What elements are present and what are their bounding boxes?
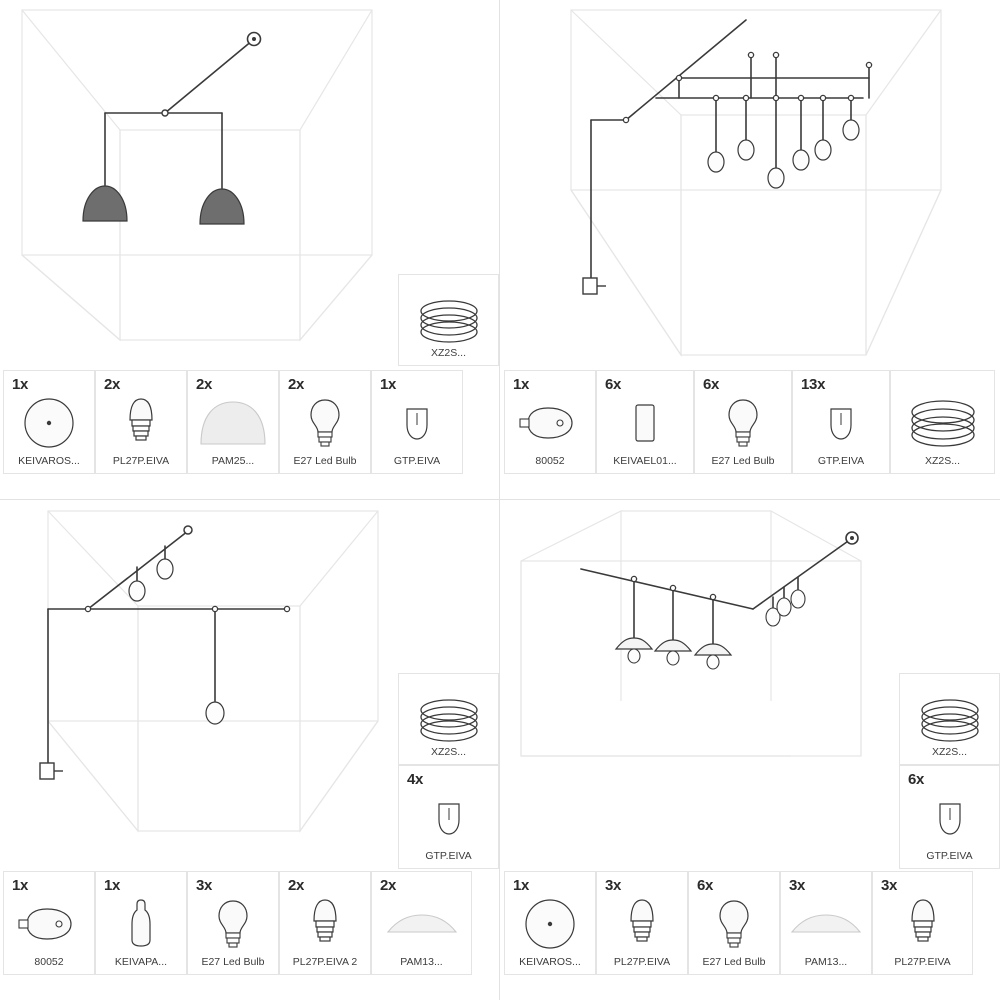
cable-coil-icon xyxy=(399,301,498,341)
item-label: GTP.EIVA xyxy=(425,850,472,862)
vertical-divider xyxy=(499,0,500,1000)
horizontal-divider xyxy=(0,499,1000,500)
quadrant-top-right xyxy=(501,0,1000,499)
item-qty: 13x xyxy=(801,376,826,393)
item-card[interactable] xyxy=(3,871,95,975)
plug-icon xyxy=(505,397,595,449)
lamp-holder-icon xyxy=(597,898,687,950)
quadrant-bottom-right xyxy=(501,501,1000,1000)
item-qty: 1x xyxy=(104,877,121,894)
item-card[interactable] xyxy=(694,370,792,474)
side-cards-bottom-left xyxy=(398,673,499,869)
cable-coil-icon xyxy=(900,700,999,740)
item-card[interactable] xyxy=(504,370,596,474)
item-qty: 2x xyxy=(196,376,213,393)
item-qty: 3x xyxy=(605,877,622,894)
item-label: XZ2S... xyxy=(924,455,960,467)
item-qty: 2x xyxy=(104,376,121,393)
item-card[interactable] xyxy=(398,765,499,869)
item-label: KEIVAROS... xyxy=(519,956,581,968)
item-label: PL27P.EIVA xyxy=(112,455,170,467)
item-qty: 3x xyxy=(881,877,898,894)
item-qty: 1x xyxy=(513,877,530,894)
bulb-icon xyxy=(695,397,791,449)
rectangular-module-icon xyxy=(597,397,693,449)
bulb-icon xyxy=(280,397,370,449)
item-label: PL27P.EIVA xyxy=(894,956,951,968)
cable-clamp-icon xyxy=(793,397,889,449)
cable-clamp-icon xyxy=(900,792,999,844)
item-label: PAM13... xyxy=(804,956,848,968)
item-label: E27 Led Bulb xyxy=(293,455,357,467)
plug-icon xyxy=(4,898,94,950)
item-card[interactable] xyxy=(688,871,780,975)
item-label: GTP.EIVA xyxy=(393,455,441,467)
item-card[interactable] xyxy=(899,673,1000,765)
item-qty: 1x xyxy=(12,376,29,393)
item-label: PL27P.EIVA 2 xyxy=(292,956,358,968)
item-card[interactable] xyxy=(596,370,694,474)
wall-rose-icon xyxy=(96,898,186,950)
item-card[interactable] xyxy=(95,370,187,474)
cards-bottom-left xyxy=(3,871,472,975)
item-card[interactable] xyxy=(187,871,279,975)
item-qty: 4x xyxy=(407,771,424,788)
item-card[interactable] xyxy=(596,871,688,975)
item-label: 80052 xyxy=(535,455,565,467)
dome-shade-icon xyxy=(188,397,278,449)
flat-shade-icon xyxy=(781,898,871,950)
item-qty: 6x xyxy=(908,771,925,788)
cable-coil-icon xyxy=(399,700,498,740)
item-card[interactable] xyxy=(279,871,371,975)
item-card[interactable] xyxy=(872,871,973,975)
item-label: KEIVAROS... xyxy=(18,455,80,467)
lamp-holder-icon xyxy=(96,397,186,449)
cards-bottom-right xyxy=(504,871,973,975)
item-label: PAM13... xyxy=(400,956,443,968)
item-card[interactable] xyxy=(371,871,472,975)
bulb-icon xyxy=(689,898,779,950)
cards-top-left xyxy=(3,370,463,474)
item-label: XZ2S... xyxy=(430,347,466,359)
cards-top-right xyxy=(504,370,995,474)
item-qty: 6x xyxy=(703,376,720,393)
cable-clamp-icon xyxy=(399,792,498,844)
item-card[interactable] xyxy=(899,765,1000,869)
item-card[interactable] xyxy=(504,871,596,975)
cable-coil-icon xyxy=(891,397,994,449)
item-qty: 3x xyxy=(196,877,213,894)
item-qty: 6x xyxy=(697,877,714,894)
rose-ceiling-icon xyxy=(4,397,94,449)
item-qty: 1x xyxy=(12,877,29,894)
rose-ceiling-icon xyxy=(505,898,595,950)
cable-clamp-icon xyxy=(372,397,462,449)
item-label: E27 Led Bulb xyxy=(201,956,265,968)
flat-shade-icon xyxy=(372,898,471,950)
item-qty: 2x xyxy=(380,877,397,894)
item-qty: 1x xyxy=(513,376,530,393)
side-cards-bottom-right xyxy=(899,673,1000,869)
lamp-holder-icon xyxy=(280,898,370,950)
item-qty: 2x xyxy=(288,877,305,894)
item-card[interactable] xyxy=(398,274,499,366)
item-label: PAM25... xyxy=(211,455,255,467)
item-label: XZ2S... xyxy=(430,746,466,758)
item-qty: 3x xyxy=(789,877,806,894)
item-label: KEIVAEL01... xyxy=(613,455,677,467)
item-card[interactable] xyxy=(780,871,872,975)
item-label: GTP.EIVA xyxy=(817,455,865,467)
item-card[interactable] xyxy=(95,871,187,975)
lamp-holder-icon xyxy=(873,898,972,950)
item-label: KEIVAPA... xyxy=(114,956,168,968)
item-label: 80052 xyxy=(34,956,64,968)
item-card[interactable] xyxy=(371,370,463,474)
item-label: PL27P.EIVA xyxy=(613,956,671,968)
quadrant-bottom-left xyxy=(0,501,499,1000)
item-qty: 1x xyxy=(380,376,397,393)
item-card[interactable] xyxy=(279,370,371,474)
item-label: GTP.EIVA xyxy=(926,850,973,862)
item-card[interactable] xyxy=(398,673,499,765)
item-qty: 2x xyxy=(288,376,305,393)
item-card[interactable] xyxy=(187,370,279,474)
item-label: E27 Led Bulb xyxy=(702,956,766,968)
side-cards-top-left xyxy=(398,274,499,366)
item-card[interactable] xyxy=(792,370,890,474)
item-card[interactable] xyxy=(890,370,995,474)
item-label: XZ2S... xyxy=(931,746,967,758)
item-label: E27 Led Bulb xyxy=(711,455,775,467)
bulb-icon xyxy=(188,898,278,950)
item-card[interactable] xyxy=(3,370,95,474)
item-qty: 6x xyxy=(605,376,622,393)
quadrant-top-left xyxy=(0,0,499,499)
